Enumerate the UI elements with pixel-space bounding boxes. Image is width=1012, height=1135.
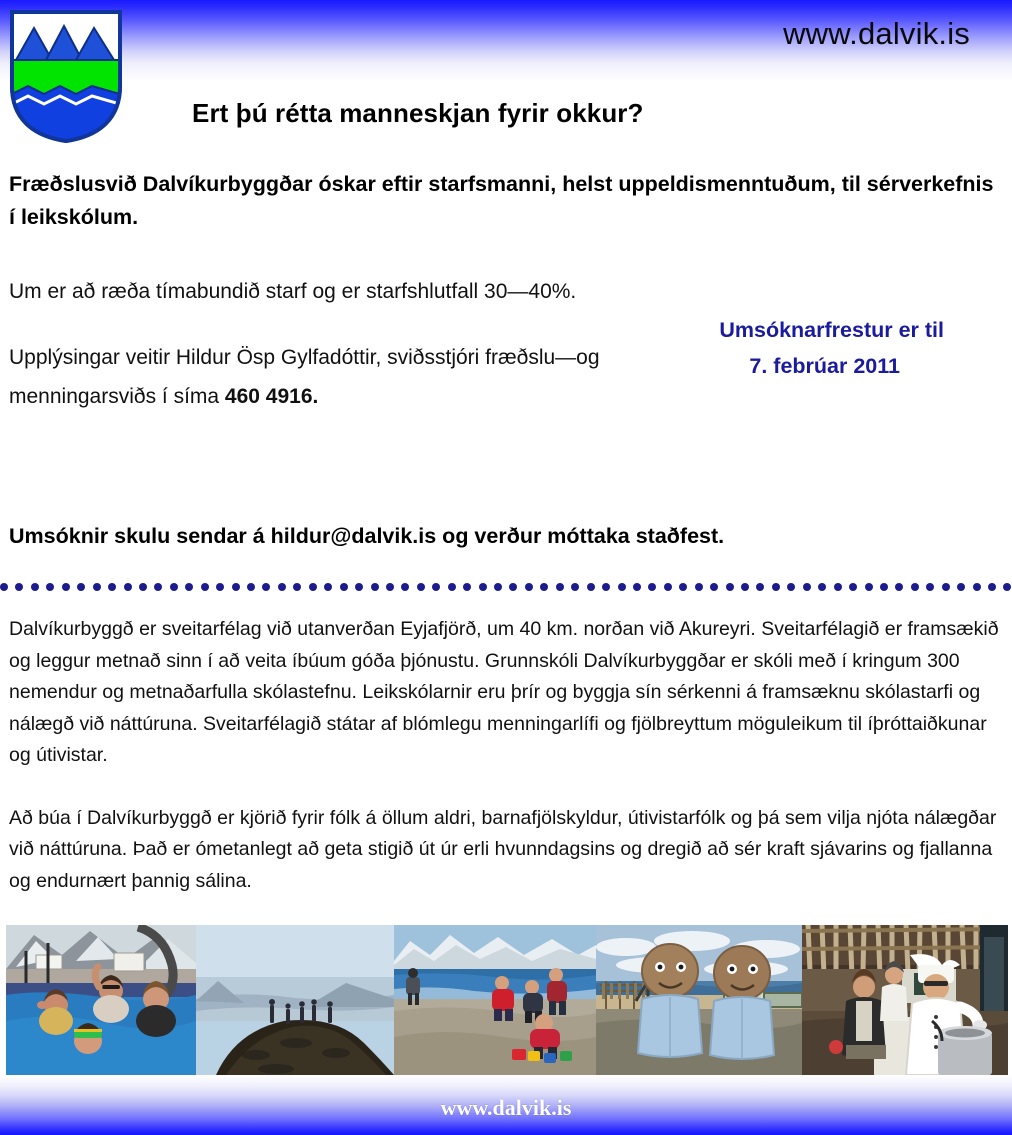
divider-dot <box>926 583 934 591</box>
divider-dot <box>664 583 672 591</box>
divider-dot <box>31 583 39 591</box>
divider-dot <box>124 583 132 591</box>
divider-dot <box>618 583 626 591</box>
dotted-divider <box>0 581 1012 593</box>
dalvikurbyggd-crest-icon <box>8 8 124 145</box>
divider-dot <box>787 583 795 591</box>
divider-dot <box>509 583 517 591</box>
divider-dot <box>417 583 425 591</box>
divider-dot <box>463 583 471 591</box>
divider-dot <box>818 583 826 591</box>
divider-dot <box>448 583 456 591</box>
divider-dot <box>865 583 873 591</box>
divider-dot <box>262 583 270 591</box>
divider-dot <box>371 583 379 591</box>
divider-dot <box>834 583 842 591</box>
divider-dot <box>525 583 533 591</box>
lead-paragraph: Fræðslusvið Dalvíkurbyggðar óskar eftir starfsmanni, helst uppeldismenntuðum, til sérverkefnis í leikskólum. <box>9 172 994 229</box>
divider-dot <box>154 583 162 591</box>
divider-dot <box>401 583 409 591</box>
divider-dot <box>46 583 54 591</box>
job-info-paragraph-1: Um er að ræða tímabundið starf og er starfshlutfall 30—40%. <box>9 280 577 303</box>
divider-dot <box>293 583 301 591</box>
divider-dot <box>0 583 8 591</box>
divider-dot <box>185 583 193 591</box>
divider-dot <box>278 583 286 591</box>
divider-dot <box>849 583 857 591</box>
divider-dot <box>15 583 23 591</box>
divider-dot <box>201 583 209 591</box>
divider-dot <box>93 583 101 591</box>
divider-dot <box>726 583 734 591</box>
divider-dot <box>602 583 610 591</box>
divider-dot <box>139 583 147 591</box>
divider-dot <box>587 583 595 591</box>
photo-fish-sculptures <box>596 925 802 1075</box>
municipality-description <box>9 614 1004 928</box>
job-info-block <box>9 272 649 443</box>
divider-dot <box>494 583 502 591</box>
description-paragraph-1: Dalvíkurbyggð er sveitarfélag við utanverðan Eyjafjörð, um 40 km. norðan við Akureyri. Sveitarfélagið er framsækið og leggur metnað sinn í að veita íbúum góða þjónustu. Grunnskóli Dalvíkurbyggðar er skóli með í kringum 300 nemendur og metnaðarfulla skólastefnu. Leikskólarnir eru þrír og byggja sín sérkenni á framsæknu skólastarfi og nálægð við náttúruna. Sveitarfélagið státar af blómlegu menningarlífi og fjölbreyttum möguleikum til íþróttaiðkunar og útivistar. <box>9 618 999 766</box>
photo-beach-children <box>394 925 596 1075</box>
divider-dot <box>741 583 749 591</box>
photo-fish-festival-cook <box>802 925 1008 1075</box>
header-website-url: www.dalvik.is <box>783 16 970 51</box>
divider-dot <box>988 583 996 591</box>
divider-dot <box>340 583 348 591</box>
deadline-label: Umsóknarfrestur er til <box>719 318 944 342</box>
divider-dot <box>973 583 981 591</box>
application-instruction: Umsóknir skulu sendar á hildur@dalvik.is og verður móttaka staðfest. <box>9 524 725 548</box>
page-title: Ert þú rétta manneskjan fyrir okkur? <box>192 98 644 128</box>
contact-text: Upplýsingar veitir Hildur Ösp Gylfadóttir, sviðsstjóri fræðslu—og menningarsviðs í síma <box>9 346 600 408</box>
divider-dot <box>695 583 703 591</box>
divider-dot <box>880 583 888 591</box>
description-paragraph-2: Að búa í Dalvíkurbyggð er kjörið fyrir fólk á öllum aldri, barnafjölskyldur, útivistarfólk og þá sem vilja njóta nálægðar við náttúruna. Það er ómetanlegt að geta stigið út úr erli hvunndagsins og dregið að sér kraft sjávarins og fjallanna og endurnært þannig sálina. <box>9 806 997 892</box>
divider-dot <box>571 583 579 591</box>
divider-dot <box>540 583 548 591</box>
divider-dot <box>556 583 564 591</box>
divider-dot <box>432 583 440 591</box>
photo-swimming-pool <box>6 925 196 1075</box>
divider-dot <box>772 583 780 591</box>
divider-dot <box>710 583 718 591</box>
contact-phone: 460 4916. <box>224 385 319 408</box>
divider-dot <box>62 583 70 591</box>
application-deadline <box>604 312 944 384</box>
deadline-date: 7. febrúar 2011 <box>749 354 900 378</box>
job-info-paragraph-2 <box>9 338 649 416</box>
divider-dot <box>232 583 240 591</box>
divider-dot <box>355 583 363 591</box>
divider-dot <box>479 583 487 591</box>
divider-dot <box>324 583 332 591</box>
divider-dot <box>803 583 811 591</box>
divider-dot <box>386 583 394 591</box>
divider-dot <box>1003 583 1011 591</box>
divider-dot <box>170 583 178 591</box>
divider-dot <box>309 583 317 591</box>
photo-strip <box>6 925 1008 1075</box>
divider-dot <box>679 583 687 591</box>
divider-dot <box>77 583 85 591</box>
divider-dot <box>108 583 116 591</box>
divider-dot <box>911 583 919 591</box>
divider-dot <box>756 583 764 591</box>
divider-dot <box>633 583 641 591</box>
photo-coastal-hike <box>196 925 394 1075</box>
footer-website-url: www.dalvik.is <box>440 1095 572 1120</box>
divider-dot <box>247 583 255 591</box>
footer-gradient-band <box>0 1075 1012 1135</box>
divider-dot <box>895 583 903 591</box>
divider-dot <box>216 583 224 591</box>
divider-dot <box>648 583 656 591</box>
divider-dot <box>957 583 965 591</box>
divider-dot <box>942 583 950 591</box>
